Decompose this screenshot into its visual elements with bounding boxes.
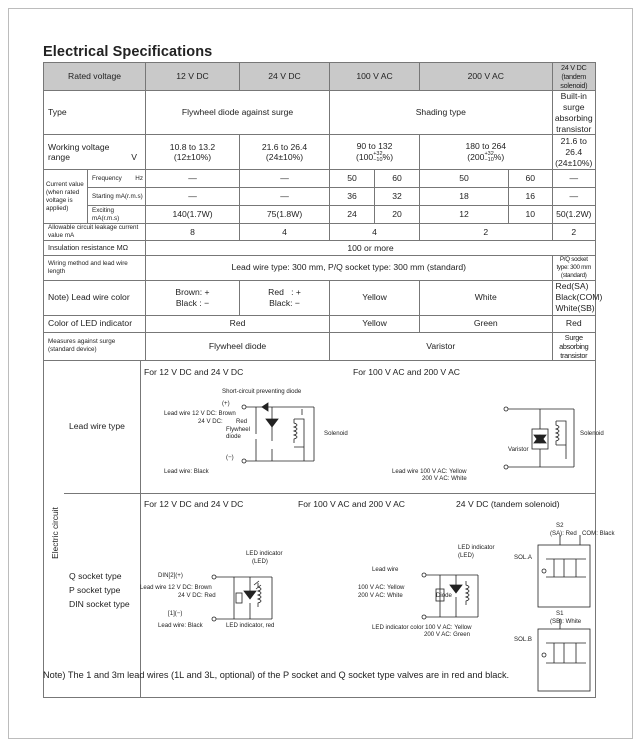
p-socket-label: P socket type	[69, 584, 121, 595]
type-label: Type	[44, 91, 146, 135]
start-100-50: 36	[330, 188, 375, 206]
surge-tandem: Surge absorbing transistor	[552, 332, 595, 360]
lead-black-label: Lead wire: Black	[164, 467, 209, 475]
minus-terminal: (−)	[226, 453, 234, 461]
lw100-label: Lead wire 100 V AC: Yellow	[392, 467, 467, 475]
led-paren-ac: (LED)	[458, 551, 474, 559]
s1-label: S1	[556, 609, 564, 617]
led-100: Yellow	[330, 315, 420, 332]
start-100-60: 32	[375, 188, 420, 206]
exc-24: 75(1.8W)	[240, 206, 330, 224]
type-ac: Shading type	[330, 91, 552, 135]
color-12: Brown: + Black : −	[146, 280, 240, 315]
start-200-60: 16	[509, 188, 552, 206]
working-voltage-label: Working voltage range V	[44, 135, 146, 170]
plus-terminal: (+)	[222, 399, 230, 407]
wiring-label: Wiring method and lead wire length	[44, 255, 146, 280]
sb-label: (SB): White	[550, 617, 582, 625]
start-12: —	[146, 188, 240, 206]
header-row	[44, 63, 596, 91]
solenoid-label-ac: Solenoid	[580, 429, 604, 437]
lw24-red: Red	[236, 417, 248, 425]
type-dc: Flywheel diode against surge	[146, 91, 330, 135]
frequency-label: Frequency Hz	[88, 170, 146, 188]
exc-100-50: 24	[330, 206, 375, 224]
socket-black-label: Lead wire: Black	[158, 621, 203, 629]
socket-diagrams	[140, 511, 615, 695]
current-label: Current value (when rated voltage is applied)	[44, 170, 88, 224]
surge-row	[44, 332, 596, 360]
surge-ac: Varistor	[330, 332, 552, 360]
exciting-row	[44, 206, 596, 224]
din-plus-label: DIN[2](+)	[158, 571, 183, 579]
start-tandem: —	[552, 188, 595, 206]
leak-12: 8	[146, 224, 240, 241]
insulation-value: 100 or more	[146, 240, 596, 255]
sola-label: SOL.A	[514, 553, 532, 561]
socket-ac200: 200 V AC: White	[358, 591, 403, 599]
lead-wire-band	[64, 361, 604, 494]
freq-200-50: 50	[420, 170, 509, 188]
exc-200-60: 10	[509, 206, 552, 224]
surge-dc: Flywheel diode	[146, 332, 330, 360]
freq-200-60: 60	[509, 170, 552, 188]
electric-circuit-row	[44, 360, 596, 697]
start-24: —	[240, 188, 330, 206]
varistor-label: Varistor	[508, 445, 529, 453]
footnote: Note) The 1 and 3m lead wires (1L and 3L, optional) of the P socket and Q socket type valves are in red and black.	[43, 670, 510, 680]
insulation-label: Insulation resistance MΩ	[44, 240, 146, 255]
starting-row	[44, 188, 596, 206]
exc-12: 140(1.7W)	[146, 206, 240, 224]
led-label: Color of LED indicator	[44, 315, 146, 332]
socket-lw24: 24 V DC: Red	[178, 591, 216, 599]
exc-tandem: 50(1.2W)	[552, 206, 595, 224]
freq-tandem: —	[552, 170, 595, 188]
wv-tandem: 21.6 to 26.4 (24±10%)	[552, 135, 595, 170]
socket-band	[64, 493, 615, 697]
wv-100: 90 to 132 (100 +32 −10 %)	[330, 135, 420, 170]
leakage-label: Allowable circuit leakage current value mA	[44, 224, 146, 241]
socket-lw12: Lead wire 12 V DC: Brown	[140, 583, 212, 591]
start-200-50: 18	[420, 188, 509, 206]
din-minus-label: [1](−)	[168, 609, 183, 617]
led-red-label: LED indicator, red	[226, 621, 275, 629]
header-24vdc: 24 V DC	[240, 63, 330, 91]
working-voltage-row	[44, 135, 596, 170]
lw12-label: Lead wire 12 V DC: Brown	[164, 409, 236, 417]
flywheel-label: Flywheel	[226, 425, 251, 433]
section-title: Electrical Specifications	[43, 44, 213, 60]
color-200: White	[420, 280, 552, 315]
wv-12: 10.8 to 13.2 (12±10%)	[146, 135, 240, 170]
led-paren-dc: (LED)	[252, 557, 268, 565]
socket-cap-tandem: 24 V DC (tandem solenoid)	[456, 498, 560, 509]
freq-100-50: 50	[330, 170, 375, 188]
led-200: Green	[420, 315, 552, 332]
color-100: Yellow	[330, 280, 420, 315]
com-label: COM: Black	[582, 529, 615, 537]
electric-circuit-block	[44, 361, 615, 697]
short-circuit-diode-label: Short-circuit preventing diode	[222, 387, 302, 395]
wiring-tandem: P/Q socket type: 300 mm (standard)	[552, 255, 595, 280]
surge-label: Measures against surge (standard device)	[44, 332, 146, 360]
leak-tandem: 2	[552, 224, 595, 241]
freq-24: —	[240, 170, 330, 188]
socket-lead-wire: Lead wire	[372, 565, 399, 573]
ledc100-label: LED indicator color 100 V AC: Yellow	[372, 623, 472, 631]
led-tandem: Red	[552, 315, 595, 332]
lead-color-row	[44, 280, 596, 315]
header-200vac: 200 V AC	[420, 63, 552, 91]
socket-cap-dc: For 12 V DC and 24 V DC	[144, 498, 244, 509]
lead-wire-diagrams	[144, 379, 604, 491]
lead-color-label: Note) Lead wire color	[44, 280, 146, 315]
wiring-value: Lead wire type: 300 mm, P/Q socket type: 300 mm (standard)	[146, 255, 553, 280]
starting-label: Starting mA(r.m.s)	[88, 188, 146, 206]
lead-wire-type-label: Lead wire type	[69, 420, 125, 431]
diode-label-ac: Diode	[436, 591, 452, 599]
s2-label: S2	[556, 521, 564, 529]
ledc200-label: 200 V AC: Green	[424, 630, 471, 638]
freq-100-60: 60	[375, 170, 420, 188]
wiring-row	[44, 255, 596, 280]
led-row	[44, 315, 596, 332]
header-rated-voltage: Rated voltage	[44, 63, 146, 91]
lw24-label: 24 V DC:	[198, 417, 223, 425]
solenoid-label-dc: Solenoid	[324, 429, 348, 437]
lead-cap-dc: For 12 V DC and 24 V DC	[144, 366, 244, 377]
electric-circuit-label: Electric circuit	[49, 507, 60, 559]
sa-label: (SA): Red	[550, 529, 577, 537]
leak-100: 4	[330, 224, 420, 241]
led-dc: Red	[146, 315, 330, 332]
wv-24: 21.6 to 26.4 (24±10%)	[240, 135, 330, 170]
color-24: Red : + Black: −	[240, 280, 330, 315]
din-socket-label: DIN socket type	[69, 598, 130, 609]
color-tandem: Red(SA) Black(COM) White(SB)	[552, 280, 595, 315]
lw200-label: 200 V AC: White	[422, 474, 467, 482]
header-100vac: 100 V AC	[330, 63, 420, 91]
exc-200-50: 12	[420, 206, 509, 224]
exc-100-60: 20	[375, 206, 420, 224]
wv-200: 180 to 264 (200 +32 −10 %)	[420, 135, 552, 170]
led-ind-label-ac: LED indicator	[458, 543, 495, 551]
insulation-row	[44, 240, 596, 255]
leakage-row	[44, 224, 596, 241]
leak-200: 2	[420, 224, 552, 241]
diode-label: diode	[226, 432, 241, 440]
socket-cap-ac: For 100 V AC and 200 V AC	[298, 498, 406, 509]
solb-label: SOL.B	[514, 635, 532, 643]
exciting-label: Exciting mA(r.m.s)	[88, 206, 146, 224]
type-tandem: Built-in surge absorbing transistor	[552, 91, 595, 135]
q-socket-label: Q socket type	[69, 570, 122, 581]
header-12vdc: 12 V DC	[146, 63, 240, 91]
spec-table	[43, 62, 615, 698]
led-ind-label-dc: LED indicator	[246, 549, 283, 557]
leak-24: 4	[240, 224, 330, 241]
frequency-row	[44, 170, 596, 188]
header-tandem: 24 V DC (tandem solenoid)	[552, 63, 595, 91]
socket-ac100: 100 V AC: Yellow	[358, 583, 405, 591]
lead-cap-ac: For 100 V AC and 200 V AC	[353, 366, 461, 377]
type-row	[44, 91, 596, 135]
freq-12: —	[146, 170, 240, 188]
